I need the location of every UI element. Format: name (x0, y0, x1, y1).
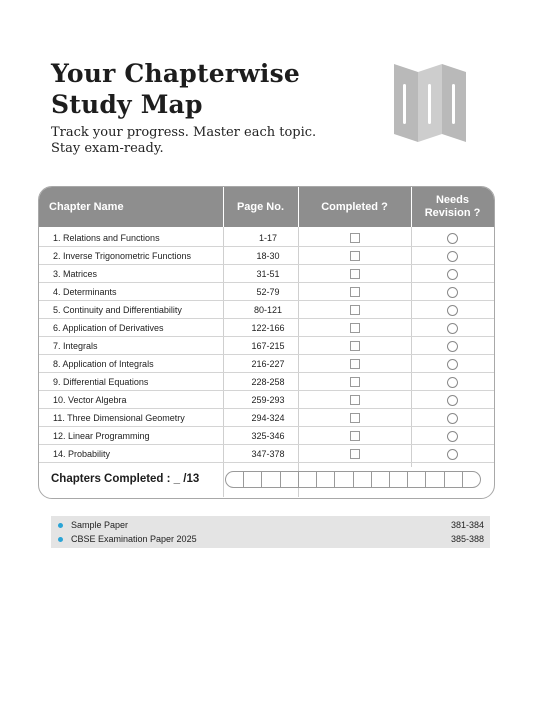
chapter-name: 3. Matrices (53, 269, 98, 279)
table-row (39, 355, 494, 373)
chapter-name: 9. Differential Equations (53, 377, 149, 387)
needs-revision-radio[interactable] (447, 305, 458, 316)
needs-revision-cell (411, 301, 494, 319)
chapter-name: 11. Three Dimensional Geometry (53, 413, 185, 423)
table-row (39, 445, 494, 463)
table-row (39, 301, 494, 319)
completed-checkbox[interactable] (350, 413, 360, 423)
needs-revision-radio[interactable] (447, 287, 458, 298)
chapters-completed-row (39, 467, 494, 497)
subtitle-line-2: Stay exam-ready. (51, 141, 164, 156)
tally-cell[interactable] (317, 472, 335, 487)
needs-revision-cell (411, 409, 494, 427)
needs-revision-line-2: Revision ? (424, 207, 481, 219)
title-line-1: Your Chapterwise (51, 59, 300, 88)
table-row (39, 265, 494, 283)
needs-revision-line-1: Needs (435, 194, 470, 206)
column-header-chapter: Chapter Name (49, 200, 124, 213)
bullet-icon (58, 523, 63, 528)
tally-cell[interactable] (281, 472, 299, 487)
completed-checkbox[interactable] (350, 341, 360, 351)
completed-checkbox[interactable] (350, 449, 360, 459)
completed-cell (298, 319, 411, 337)
completed-cell (298, 247, 411, 265)
tally-cell[interactable] (426, 472, 444, 487)
completed-cell (298, 427, 411, 445)
study-map-table (38, 186, 495, 499)
header-divider (223, 187, 224, 227)
page-range: 52-79 (256, 287, 280, 297)
page-subtitle (51, 125, 316, 157)
completed-checkbox[interactable] (350, 287, 360, 297)
needs-revision-radio[interactable] (447, 359, 458, 370)
page-range: 18-30 (256, 251, 280, 261)
needs-revision-radio[interactable] (447, 395, 458, 406)
tally-cell[interactable] (299, 472, 317, 487)
additional-paper-label: Sample Paper (71, 520, 129, 530)
completed-cell (298, 301, 411, 319)
additional-paper-item (51, 518, 490, 532)
tally-cell[interactable] (390, 472, 408, 487)
page-range: 228-258 (251, 377, 285, 387)
table-row (39, 283, 494, 301)
completed-checkbox[interactable] (350, 305, 360, 315)
additional-paper-item (51, 532, 490, 546)
additional-paper-pages: 385-388 (450, 534, 484, 544)
completed-cell (298, 373, 411, 391)
needs-revision-cell (411, 445, 494, 463)
chapter-name: 6. Application of Derivatives (53, 323, 164, 333)
chapter-name: 1. Relations and Functions (53, 233, 160, 243)
table-row (39, 337, 494, 355)
completed-cell (298, 283, 411, 301)
folded-map-icon (392, 62, 468, 144)
needs-revision-radio[interactable] (447, 269, 458, 280)
page-title (51, 58, 300, 120)
needs-revision-radio[interactable] (447, 233, 458, 244)
table-row (39, 247, 494, 265)
page-range: 294-324 (251, 413, 285, 423)
tally-cell[interactable] (262, 472, 280, 487)
completed-checkbox[interactable] (350, 359, 360, 369)
needs-revision-cell (411, 247, 494, 265)
needs-revision-radio[interactable] (447, 431, 458, 442)
needs-revision-cell (411, 355, 494, 373)
needs-revision-cell (411, 283, 494, 301)
page-range: 122-166 (251, 323, 285, 333)
table-row (39, 427, 494, 445)
completed-cell (298, 445, 411, 463)
completed-cell (298, 391, 411, 409)
tally-cell[interactable] (463, 472, 480, 487)
table-header (39, 187, 494, 227)
tally-cell[interactable] (226, 472, 244, 487)
needs-revision-cell (411, 391, 494, 409)
title-line-2: Study Map (51, 90, 203, 119)
tally-cell[interactable] (354, 472, 372, 487)
additional-papers-box (51, 516, 490, 548)
needs-revision-radio[interactable] (447, 413, 458, 424)
completed-checkbox[interactable] (350, 251, 360, 261)
subtitle-line-1: Track your progress. Master each topic. (51, 125, 317, 140)
chapter-name: 12. Linear Programming (53, 431, 150, 441)
needs-revision-cell (411, 319, 494, 337)
needs-revision-cell (411, 427, 494, 445)
tally-cell[interactable] (335, 472, 353, 487)
page-range: 80-121 (253, 305, 283, 315)
additional-paper-label: CBSE Examination Paper 2025 (71, 534, 197, 544)
completed-cell (298, 355, 411, 373)
column-header-page: Page No. (236, 200, 285, 213)
chapters-completed-tally (225, 471, 481, 488)
table-row (39, 409, 494, 427)
column-header-completed: Completed ? (321, 200, 388, 213)
chapter-name: 14. Probability (53, 449, 111, 459)
chapter-name: 8. Application of Integrals (53, 359, 154, 369)
header-divider (298, 187, 299, 227)
chapter-name: 4. Determinants (53, 287, 117, 297)
page-range: 1-17 (258, 233, 277, 243)
tally-cell[interactable] (408, 472, 426, 487)
needs-revision-cell (411, 265, 494, 283)
chapters-completed-label: Chapters Completed : _ /13 (51, 473, 200, 485)
additional-paper-pages: 381-384 (450, 520, 484, 530)
completed-checkbox[interactable] (350, 269, 360, 279)
chapter-name: 5. Continuity and Differentiability (53, 305, 182, 315)
header-divider (411, 187, 412, 227)
tally-cell[interactable] (445, 472, 463, 487)
completed-cell (298, 337, 411, 355)
table-row (39, 373, 494, 391)
bullet-icon (58, 537, 63, 542)
completed-cell (298, 229, 411, 247)
needs-revision-radio[interactable] (447, 251, 458, 262)
completed-cell (298, 409, 411, 427)
needs-revision-cell (411, 373, 494, 391)
page-range: 31-51 (256, 269, 280, 279)
needs-revision-cell (411, 229, 494, 247)
chapter-name: 7. Integrals (53, 341, 98, 351)
table-row (39, 319, 494, 337)
completed-checkbox[interactable] (350, 431, 360, 441)
tally-cell[interactable] (244, 472, 262, 487)
needs-revision-radio[interactable] (447, 323, 458, 334)
column-header-needs-revision (411, 187, 494, 227)
needs-revision-cell (411, 337, 494, 355)
page-range: 167-215 (251, 341, 285, 351)
needs-revision-radio[interactable] (447, 449, 458, 460)
completed-cell (298, 265, 411, 283)
table-row (39, 229, 494, 247)
page-range: 347-378 (251, 449, 285, 459)
tally-cell[interactable] (372, 472, 390, 487)
chapter-name: 2. Inverse Trigonometric Functions (53, 251, 192, 261)
needs-revision-radio[interactable] (447, 341, 458, 352)
completed-checkbox[interactable] (350, 377, 360, 387)
page-range: 325-346 (251, 431, 285, 441)
completed-checkbox[interactable] (350, 233, 360, 243)
completed-checkbox[interactable] (350, 323, 360, 333)
chapter-name: 10. Vector Algebra (53, 395, 127, 405)
table-row (39, 391, 494, 409)
needs-revision-radio[interactable] (447, 377, 458, 388)
page-range: 216-227 (251, 359, 285, 369)
page-range: 259-293 (251, 395, 285, 405)
completed-checkbox[interactable] (350, 395, 360, 405)
